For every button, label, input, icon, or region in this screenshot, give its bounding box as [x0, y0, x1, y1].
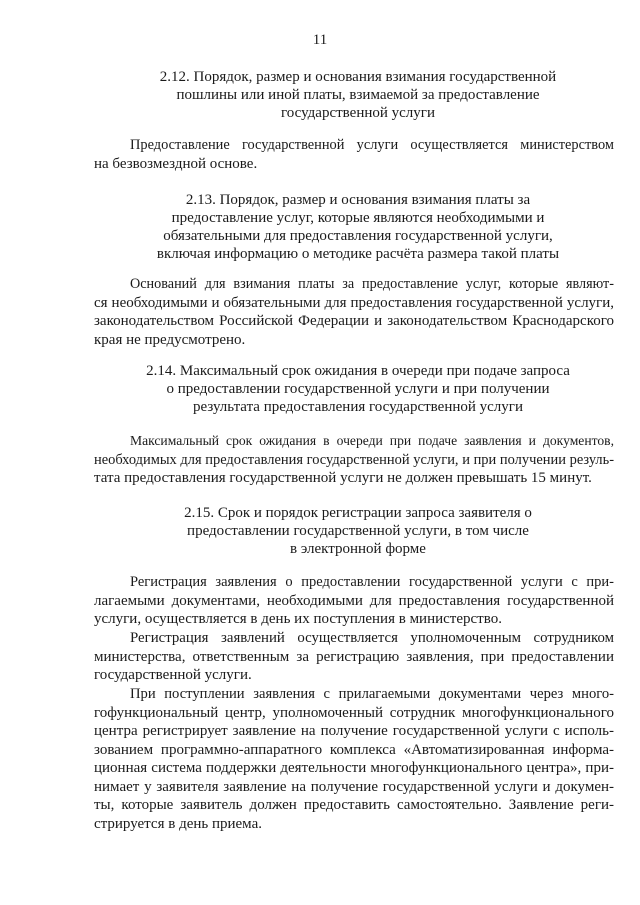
paragraph-line: зованием программно-аппаратного комплекса «Автоматизированная информа- — [94, 741, 614, 758]
paragraph-line: Оснований для взимания платы за предоставление услуг, которые являют- — [130, 276, 614, 292]
heading-line: 2.13. Порядок, размер и основания взимания платы за — [185, 192, 531, 208]
paragraph-line: Регистрация заявлений осуществляется уполномоченным сотрудником — [130, 630, 614, 646]
paragraph-line: законодательством Российской Федерации и законодательством Краснодарского — [94, 313, 614, 329]
heading-line: пошлины или иной платы, взимаемой за предоставление — [176, 87, 540, 103]
paragraph-line: тата предоставления государственной услуги не должен превышать 15 минут. — [94, 470, 592, 486]
heading-line: 2.14. Максимальный срок ожидания в очереди при подаче запроса — [146, 363, 570, 379]
section-2-15-paragraph-2 — [94, 629, 614, 685]
section-2-12-paragraph — [94, 136, 614, 173]
page-number: 11 — [312, 32, 328, 48]
heading-line: в электронной форме — [290, 541, 426, 557]
paragraph-line: стрируется в день приема. — [94, 815, 262, 832]
section-2-14-paragraph — [94, 432, 614, 488]
paragraph-line: Максимальный срок ожидания в очереди при подаче заявления и документов, — [130, 433, 614, 448]
paragraph-line: края не предусмотрено. — [94, 331, 246, 348]
section-2-15-heading — [94, 504, 622, 558]
heading-line: включая информацию о методике расчёта размера такой платы — [156, 246, 560, 262]
paragraph-line: Предоставление государственной услуги осуществляется министерством — [130, 137, 614, 153]
paragraph-line: ционная система поддержки деятельности многофункционального центра», при- — [94, 760, 614, 776]
heading-line: предоставление услуг, которые являются необходимыми и — [171, 210, 545, 226]
paragraph-line: министерства, ответственным за регистрацию заявления, при предоставлении — [94, 648, 614, 665]
paragraph-line: ты, которые заявитель должен предоставить самостоятельно. Заявление реги- — [94, 797, 614, 813]
paragraph-line: гофункциональный центр, уполномоченный сотрудник многофункционального — [94, 704, 614, 721]
section-2-14-heading — [94, 362, 622, 416]
heading-line: результата предоставления государственной услуги — [193, 399, 523, 415]
paragraph-line: нимает у заявителя заявление на получение государственной услуги и докумен- — [94, 778, 614, 795]
heading-line: предоставлении государственной услуги, в том числе — [187, 523, 529, 539]
heading-line: государственной услуги — [281, 105, 435, 121]
section-2-12-heading — [94, 68, 622, 122]
paragraph-line: необходимых для предоставления государственной услуги, и при получении резуль- — [94, 451, 614, 468]
paragraph-line: При поступлении заявления с прилагаемыми документами через много- — [130, 686, 614, 702]
section-2-13-heading — [94, 191, 622, 263]
paragraph-line: центра регистрирует заявление на получение государственной услуги с исполь- — [94, 723, 614, 739]
paragraph-line: лагаемыми документами, необходимыми для предоставления государственной — [94, 592, 614, 609]
paragraph-line: государственной услуги. — [94, 667, 252, 683]
heading-line: обязательными для предоставления государственной услуги, — [163, 228, 553, 244]
paragraph-line: на безвозмездной основе. — [94, 155, 258, 172]
heading-line: 2.15. Срок и порядок регистрации запроса заявителя о — [184, 505, 532, 521]
paragraph-line: ся необходимыми и обязательными для предоставления государственной услуги, — [94, 294, 614, 311]
section-2-15-paragraph-1 — [94, 573, 614, 629]
heading-line: 2.12. Порядок, размер и основания взимания государственной — [159, 69, 557, 85]
paragraph-line: Регистрация заявления о предоставлении государственной услуги с при- — [130, 574, 614, 590]
paragraph-line: услуги, осуществляется в день их поступления в министерство. — [94, 611, 502, 627]
heading-line: о предоставлении государственной услуги и при получении — [166, 381, 550, 397]
section-2-15-paragraph-3 — [94, 685, 614, 833]
section-2-13-paragraph — [94, 275, 614, 349]
